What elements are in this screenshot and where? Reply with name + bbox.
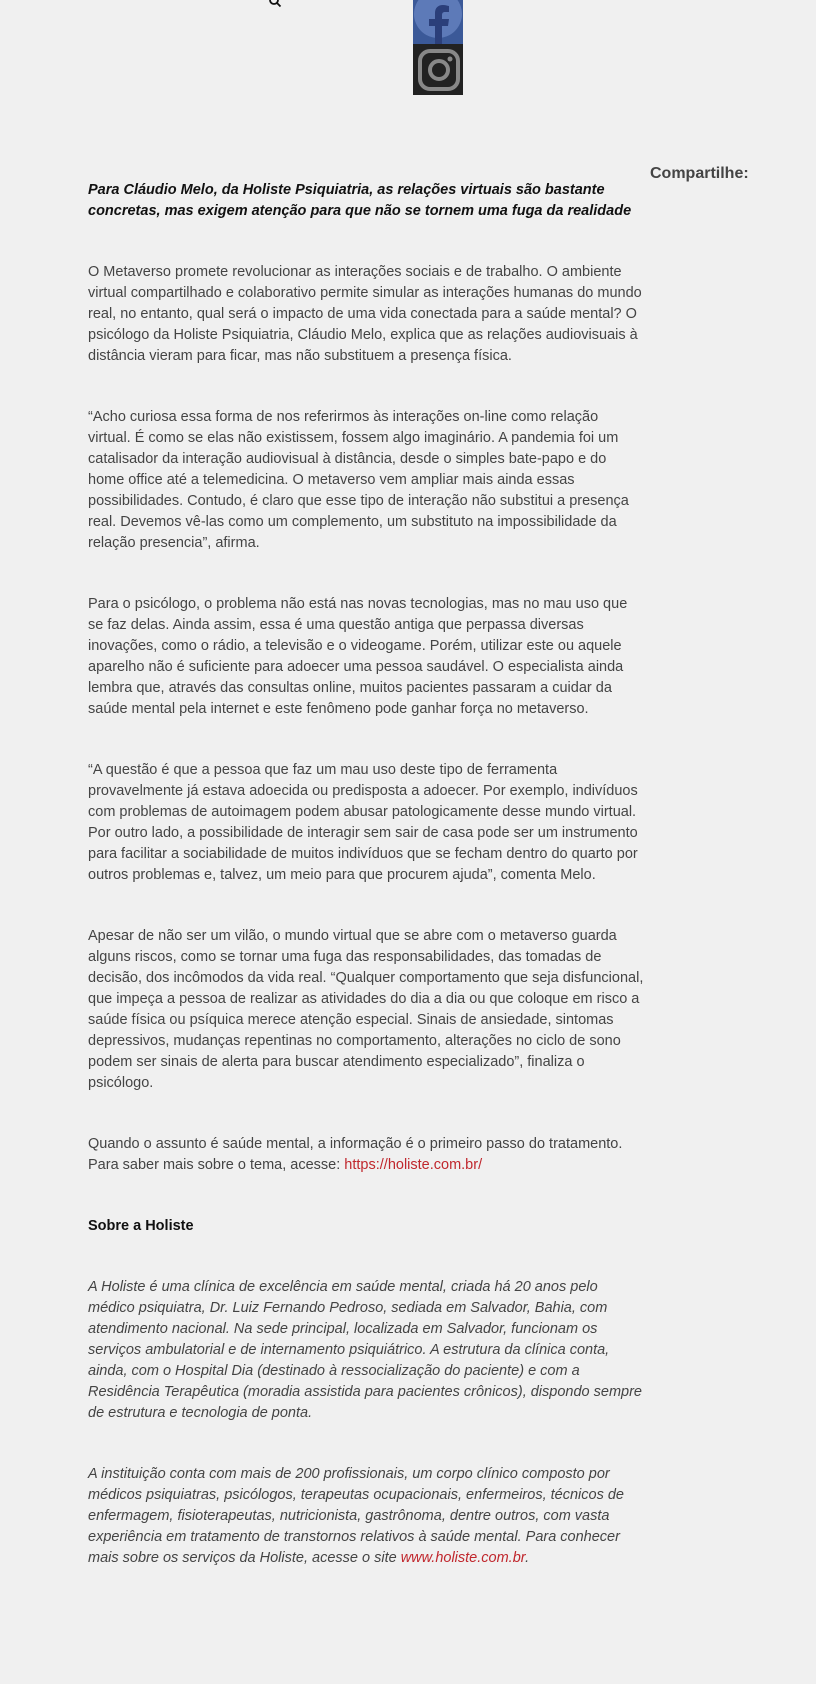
about-paragraph-1: A Holiste é uma clínica de excelência em saúde mental, criada há 20 anos pelo médico psiquiatra, Dr. Luiz Fernando Pedroso, sediada em Salvador, Bahia, com atendimento nacional. Na sede principal, localizada em Salvador, funcionam os serviços ambulatorial e de internamento psiquiátrico. A estrutura da clínica conta, ainda, com o Hospital Dia (destinado à ressocialização do paciente) e com a Residência Terapêutica (moradia assistida para pacientes crônicos), dispondo sempre de estrutura e tecnologia de ponta. [88,1279,642,1421]
closing-paragraph [88,1134,644,1176]
article-body [88,180,644,1609]
article-subtitle: Para Cláudio Melo, da Holiste Psiquiatria, as relações virtuais são bastante concretas, mas exigem atenção para que não se tornem uma fuga da realidade [88,182,632,219]
article-paragraph-4: “A questão é que a pessoa que faz um mau uso deste tipo de ferramenta provavelmente já estava adoecida ou predisposta a adoecer. Por exemplo, indivíduos com problemas de autoimagem podem abusar patologicamente desse mundo virtual. Por outro lado, a possibilidade de interagir sem sair de casa pode ser um instrumento para facilitar a sociabilidade de muitos indivíduos que se fecham dentro do quarto por outros problemas e, talvez, um meio para que procurem ajuda”, comenta Melo. [88,762,638,883]
facebook-icon [413,0,463,44]
holiste-site-link[interactable]: www.holiste.com.br [400,1550,526,1566]
facebook-button[interactable] [413,0,463,44]
about-p2-text: A instituição conta com mais de 200 profissionais, um corpo clínico composto por médicos psiquiatras, psicólogos, terapeutas ocupacionais, enfermeiros, técnicos de enfermagem, fisioterapeutas, nutricionista, gastrônoma, dentre outros, com vasta experiência em tratamento de transtornos relativos à saúde mental. Para conhecer mais sobre os serviços da Holiste, acesse o site [88,1466,624,1566]
article-paragraph-2: “Acho curiosa essa forma de nos referirmos às interações on-line como relação virtual. É como se elas não existissem, fossem algo imaginário. A pandemia foi um catalisador da interação audiovisual à distância, desde o simples bate-papo e do home office até a telemedicina. O metaverso vem ampliar mais ainda essas possibilidades. Contudo, é claro que esse tipo de interação não substitui a presença real. Devemos vê-las como um complemento, um substituto na impossibilidade da relação presencia”, afirma. [88,409,629,551]
social-buttons [413,0,463,95]
about-heading: Sobre a Holiste [88,1218,194,1234]
search-icon[interactable] [268,0,282,8]
share-label: Compartilhe: [650,165,749,182]
article-paragraph-1: O Metaverso promete revolucionar as interações sociais e de trabalho. O ambiente virtual compartilhado e colaborativo permite simular as interações humanas do mundo real, no entanto, qual será o impacto de uma vida conectada para a saúde mental? O psicólogo da Holiste Psiquiatria, Cláudio Melo, explica que as relações audiovisuais à distância vieram para ficar, mas não substituem a presença física. [88,264,642,364]
about-paragraph-2 [88,1464,644,1569]
instagram-button[interactable] [413,44,463,95]
instagram-icon [413,44,463,95]
article-paragraph-3: Para o psicólogo, o problema não está nas novas tecnologias, mas no mau uso que se faz delas. Ainda assim, essa é uma questão antiga que perpassa diversas inovações, como o rádio, a televisão e o videogame. Porém, utilizar este ou aquele aparelho não é suficiente para adoecer uma pessoa saudável. O especialista ainda lembra que, através das consultas online, muitos pacientes passaram a cuidar da saúde mental pela internet e este fenômeno pode ganhar força no metaverso. [88,596,628,717]
article-paragraph-5: Apesar de não ser um vilão, o mundo virtual que se abre com o metaverso guarda alguns riscos, como se tornar uma fuga das responsabilidades, das tomadas de decisão, dos incômodos da vida real. “Qualquer comportamento que seja disfuncional, que impeça a pessoa de realizar as atividades do dia a dia ou que coloque em risco a saúde física ou psíquica merece atenção especial. Sinais de ansiedade, sintomas depressivos, mudanças repentinas no comportamento, alterações no ciclo de sono podem ser sinais de alerta para buscar atendimento especializado”, finaliza o psicólogo. [88,928,644,1091]
holiste-link[interactable]: https://holiste.com.br/ [344,1157,483,1173]
closing-text: Quando o assunto é saúde mental, a informação é o primeiro passo do tratamento. Para saber mais sobre o tema, acesse: [88,1136,623,1173]
about-p2-end: . [525,1550,530,1566]
